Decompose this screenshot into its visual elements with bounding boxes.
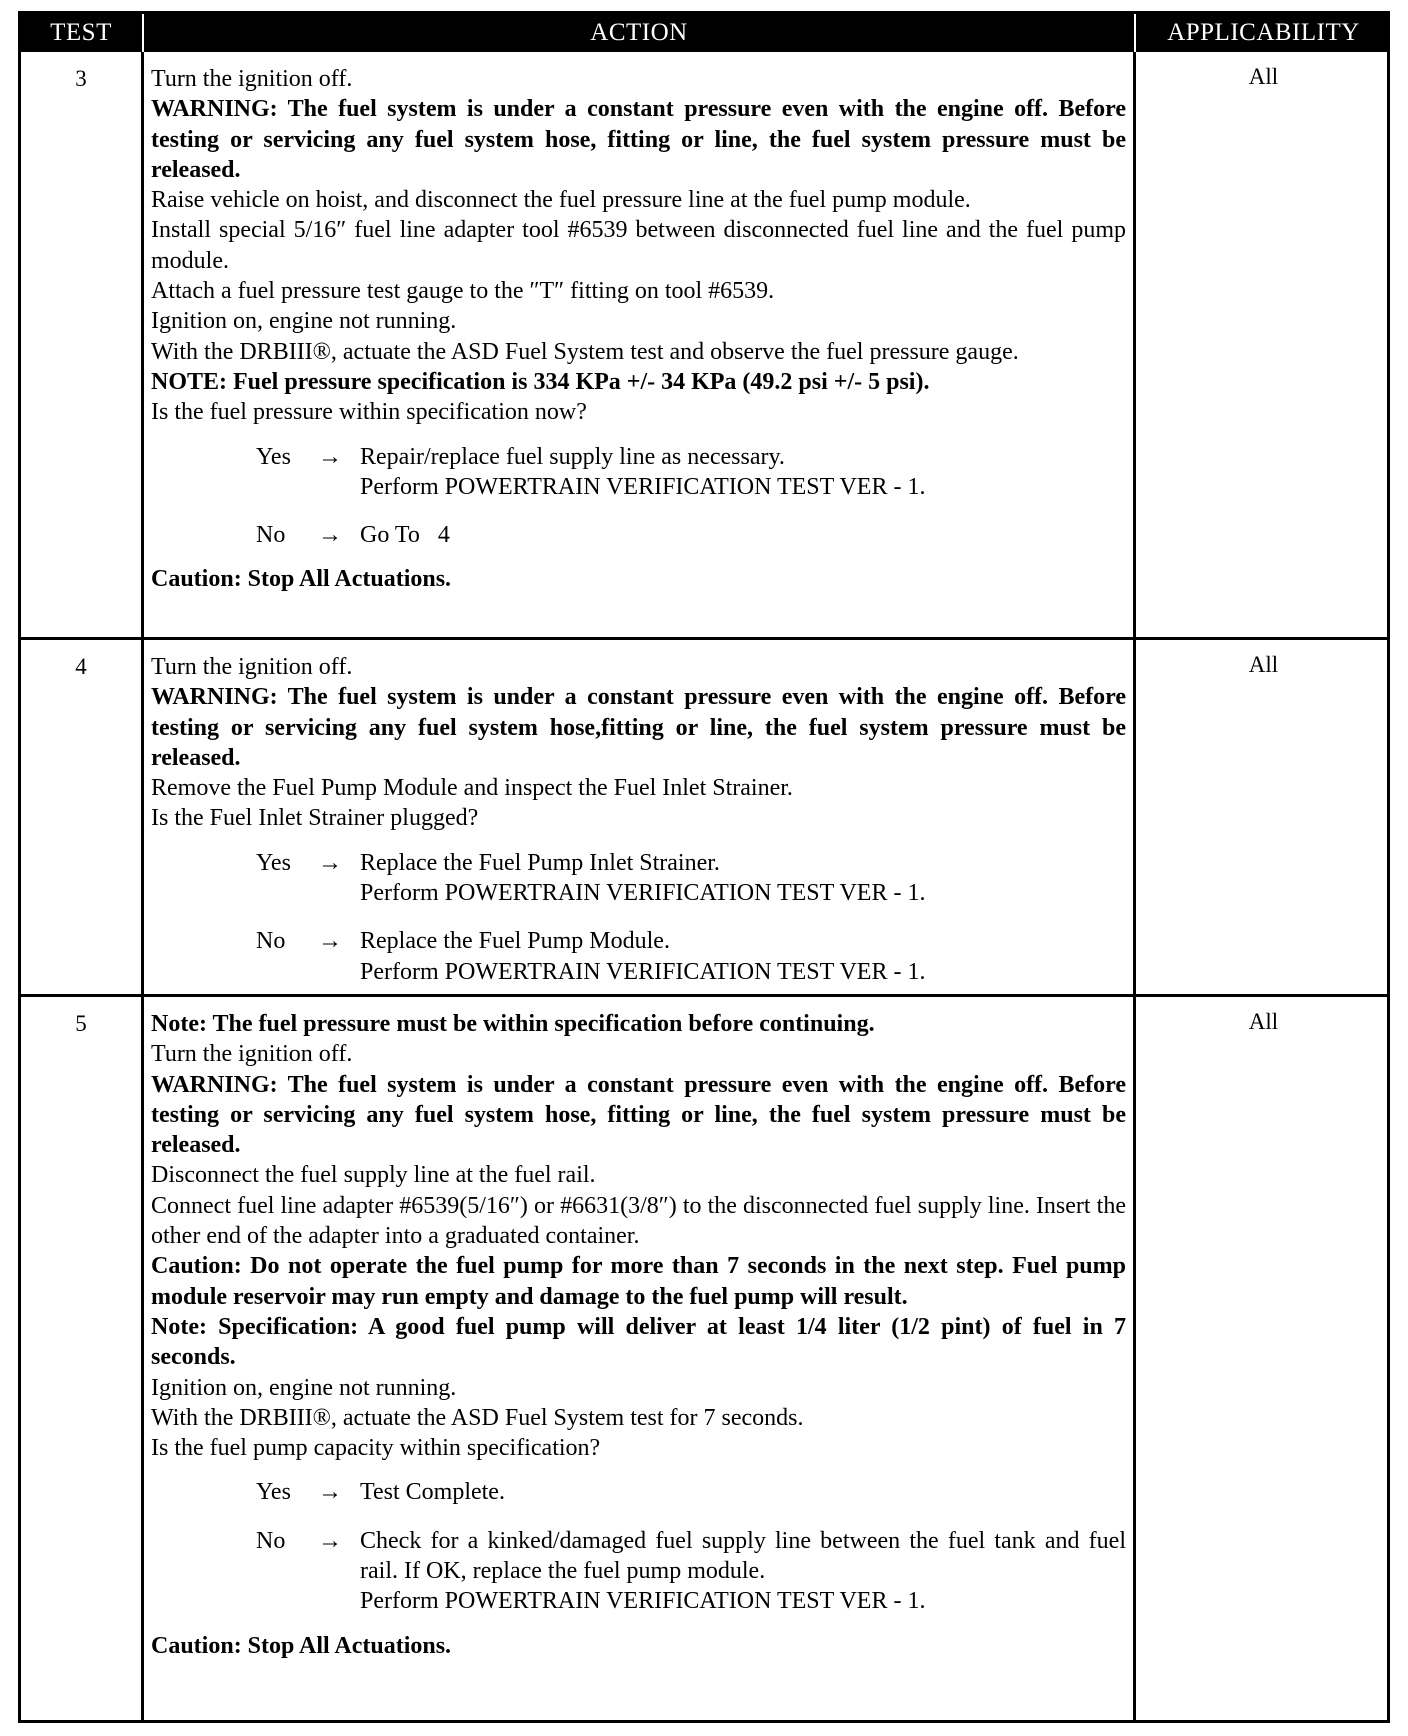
no-label: No — [256, 522, 286, 549]
action-step: Ignition on, engine not running. — [151, 308, 457, 335]
yes-option — [151, 848, 1126, 909]
note-text: Note: The fuel pressure must be within specification before continuing. — [151, 1011, 875, 1037]
arrow-icon: → — [318, 1527, 342, 1554]
action-step: Install special 5/16″ fuel line adapter tool #6539 between disconnected fuel line and the fuel pump module. — [151, 217, 1126, 274]
yes-option — [151, 442, 1126, 503]
yes-result: Perform POWERTRAIN VERIFICATION TEST VER - 1. — [360, 473, 926, 500]
no-result: Perform POWERTRAIN VERIFICATION TEST VER - 1. — [360, 1588, 926, 1615]
yes-result: Replace the Fuel Pump Inlet Strainer. — [360, 849, 720, 876]
no-option — [151, 520, 1126, 550]
arrow-icon: → — [318, 1479, 342, 1506]
action-step: With the DRBIII®, actuate the ASD Fuel System test for 7 seconds. — [151, 1404, 804, 1431]
table-header — [21, 14, 1387, 52]
header-applicability: APPLICABILITY — [1167, 19, 1360, 46]
arrow-icon: → — [318, 928, 342, 955]
no-label: No — [256, 928, 286, 955]
test-number: 3 — [75, 66, 87, 91]
no-result: Check for a kinked/damaged fuel supply line between the fuel tank and fuel rail. If OK, replace the fuel pump module. — [360, 1527, 1126, 1585]
action-step: With the DRBIII®, actuate the ASD Fuel System test and observe the fuel pressure gauge. — [151, 338, 1019, 365]
header-separator — [1134, 14, 1136, 52]
table-row — [21, 640, 1387, 997]
action-step: Turn the ignition off. — [151, 654, 353, 680]
yes-label: Yes — [256, 443, 291, 470]
action-step: Ignition on, engine not running. — [151, 1374, 457, 1401]
action-cell — [151, 652, 1126, 987]
arrow-icon: → — [318, 849, 342, 876]
diagnostic-table — [18, 11, 1390, 1723]
yes-result: Test Complete. — [360, 1479, 505, 1506]
no-option — [151, 1526, 1126, 1617]
yes-label: Yes — [256, 1479, 291, 1506]
yes-label: Yes — [256, 849, 291, 876]
warning-text: WARNING: The fuel system is under a constant pressure even with the engine off. Before testing or servicing any fuel system hose,fitting or line, the fuel system pressure must be released. — [151, 684, 1126, 771]
note-text: NOTE: Fuel pressure specification is 334 KPa +/- 34 KPa (49.2 psi +/- 5 psi). — [151, 368, 930, 395]
warning-text: WARNING: The fuel system is under a constant pressure even with the engine off. Before testing or servicing any fuel system hose, fitting or line, the fuel system pressure must be released. — [151, 1071, 1126, 1159]
arrow-icon: → — [318, 443, 342, 470]
no-result: Perform POWERTRAIN VERIFICATION TEST VER - 1. — [360, 958, 926, 985]
header-test: TEST — [50, 19, 112, 46]
table-row — [21, 997, 1387, 1720]
no-label: No — [256, 1527, 286, 1554]
yes-result: Perform POWERTRAIN VERIFICATION TEST VER - 1. — [360, 880, 926, 907]
no-result: Replace the Fuel Pump Module. — [360, 928, 670, 955]
note-text: Note: Specification: A good fuel pump will deliver at least 1/4 liter (1/2 pint) of fuel in 7 seconds. — [151, 1313, 1126, 1371]
applicability-value: All — [1248, 652, 1279, 677]
no-result: Go To 4 — [360, 522, 450, 549]
question-text: Is the Fuel Inlet Strainer plugged? — [151, 805, 479, 832]
yes-option — [151, 1477, 1126, 1507]
question-text: Is the fuel pressure within specification now? — [151, 399, 587, 426]
no-option — [151, 926, 1126, 987]
yes-result: Repair/replace fuel supply line as necessary. — [360, 443, 785, 470]
warning-text: WARNING: The fuel system is under a constant pressure even with the engine off. Before testing or servicing any fuel system hose, fitting or line, the fuel system pressure must be released. — [151, 96, 1126, 183]
applicability-value: All — [1248, 1009, 1279, 1034]
action-step: Attach a fuel pressure test gauge to the ″T″ fitting on tool #6539. — [151, 278, 775, 305]
action-step: Remove the Fuel Pump Module and inspect the Fuel Inlet Strainer. — [151, 775, 793, 802]
action-cell — [151, 64, 1126, 595]
question-text: Is the fuel pump capacity within specification? — [151, 1435, 601, 1462]
applicability-value: All — [1248, 64, 1279, 89]
caution-text: Caution: Stop All Actuations. — [151, 566, 452, 593]
caution-text: Caution: Do not operate the fuel pump for more than 7 seconds in the next step. Fuel pump module reservoir may run empty and damage to the fuel pump will result. — [151, 1253, 1126, 1310]
caution-text: Caution: Stop All Actuations. — [151, 1632, 452, 1659]
action-step: Disconnect the fuel supply line at the fuel rail. — [151, 1162, 596, 1189]
action-step: Turn the ignition off. — [151, 1041, 353, 1068]
action-step: Connect fuel line adapter #6539(5/16″) or #6631(3/8″) to the disconnected fuel supply line. Insert the other end of the adapter into a graduated container. — [151, 1192, 1126, 1250]
action-step: Turn the ignition off. — [151, 66, 353, 92]
test-number: 5 — [75, 1011, 87, 1036]
action-cell — [151, 1009, 1126, 1661]
table-row — [21, 52, 1387, 640]
header-action: ACTION — [590, 19, 688, 46]
arrow-icon: → — [318, 522, 342, 549]
test-number: 4 — [75, 654, 87, 679]
action-step: Raise vehicle on hoist, and disconnect the fuel pressure line at the fuel pump module. — [151, 187, 971, 214]
